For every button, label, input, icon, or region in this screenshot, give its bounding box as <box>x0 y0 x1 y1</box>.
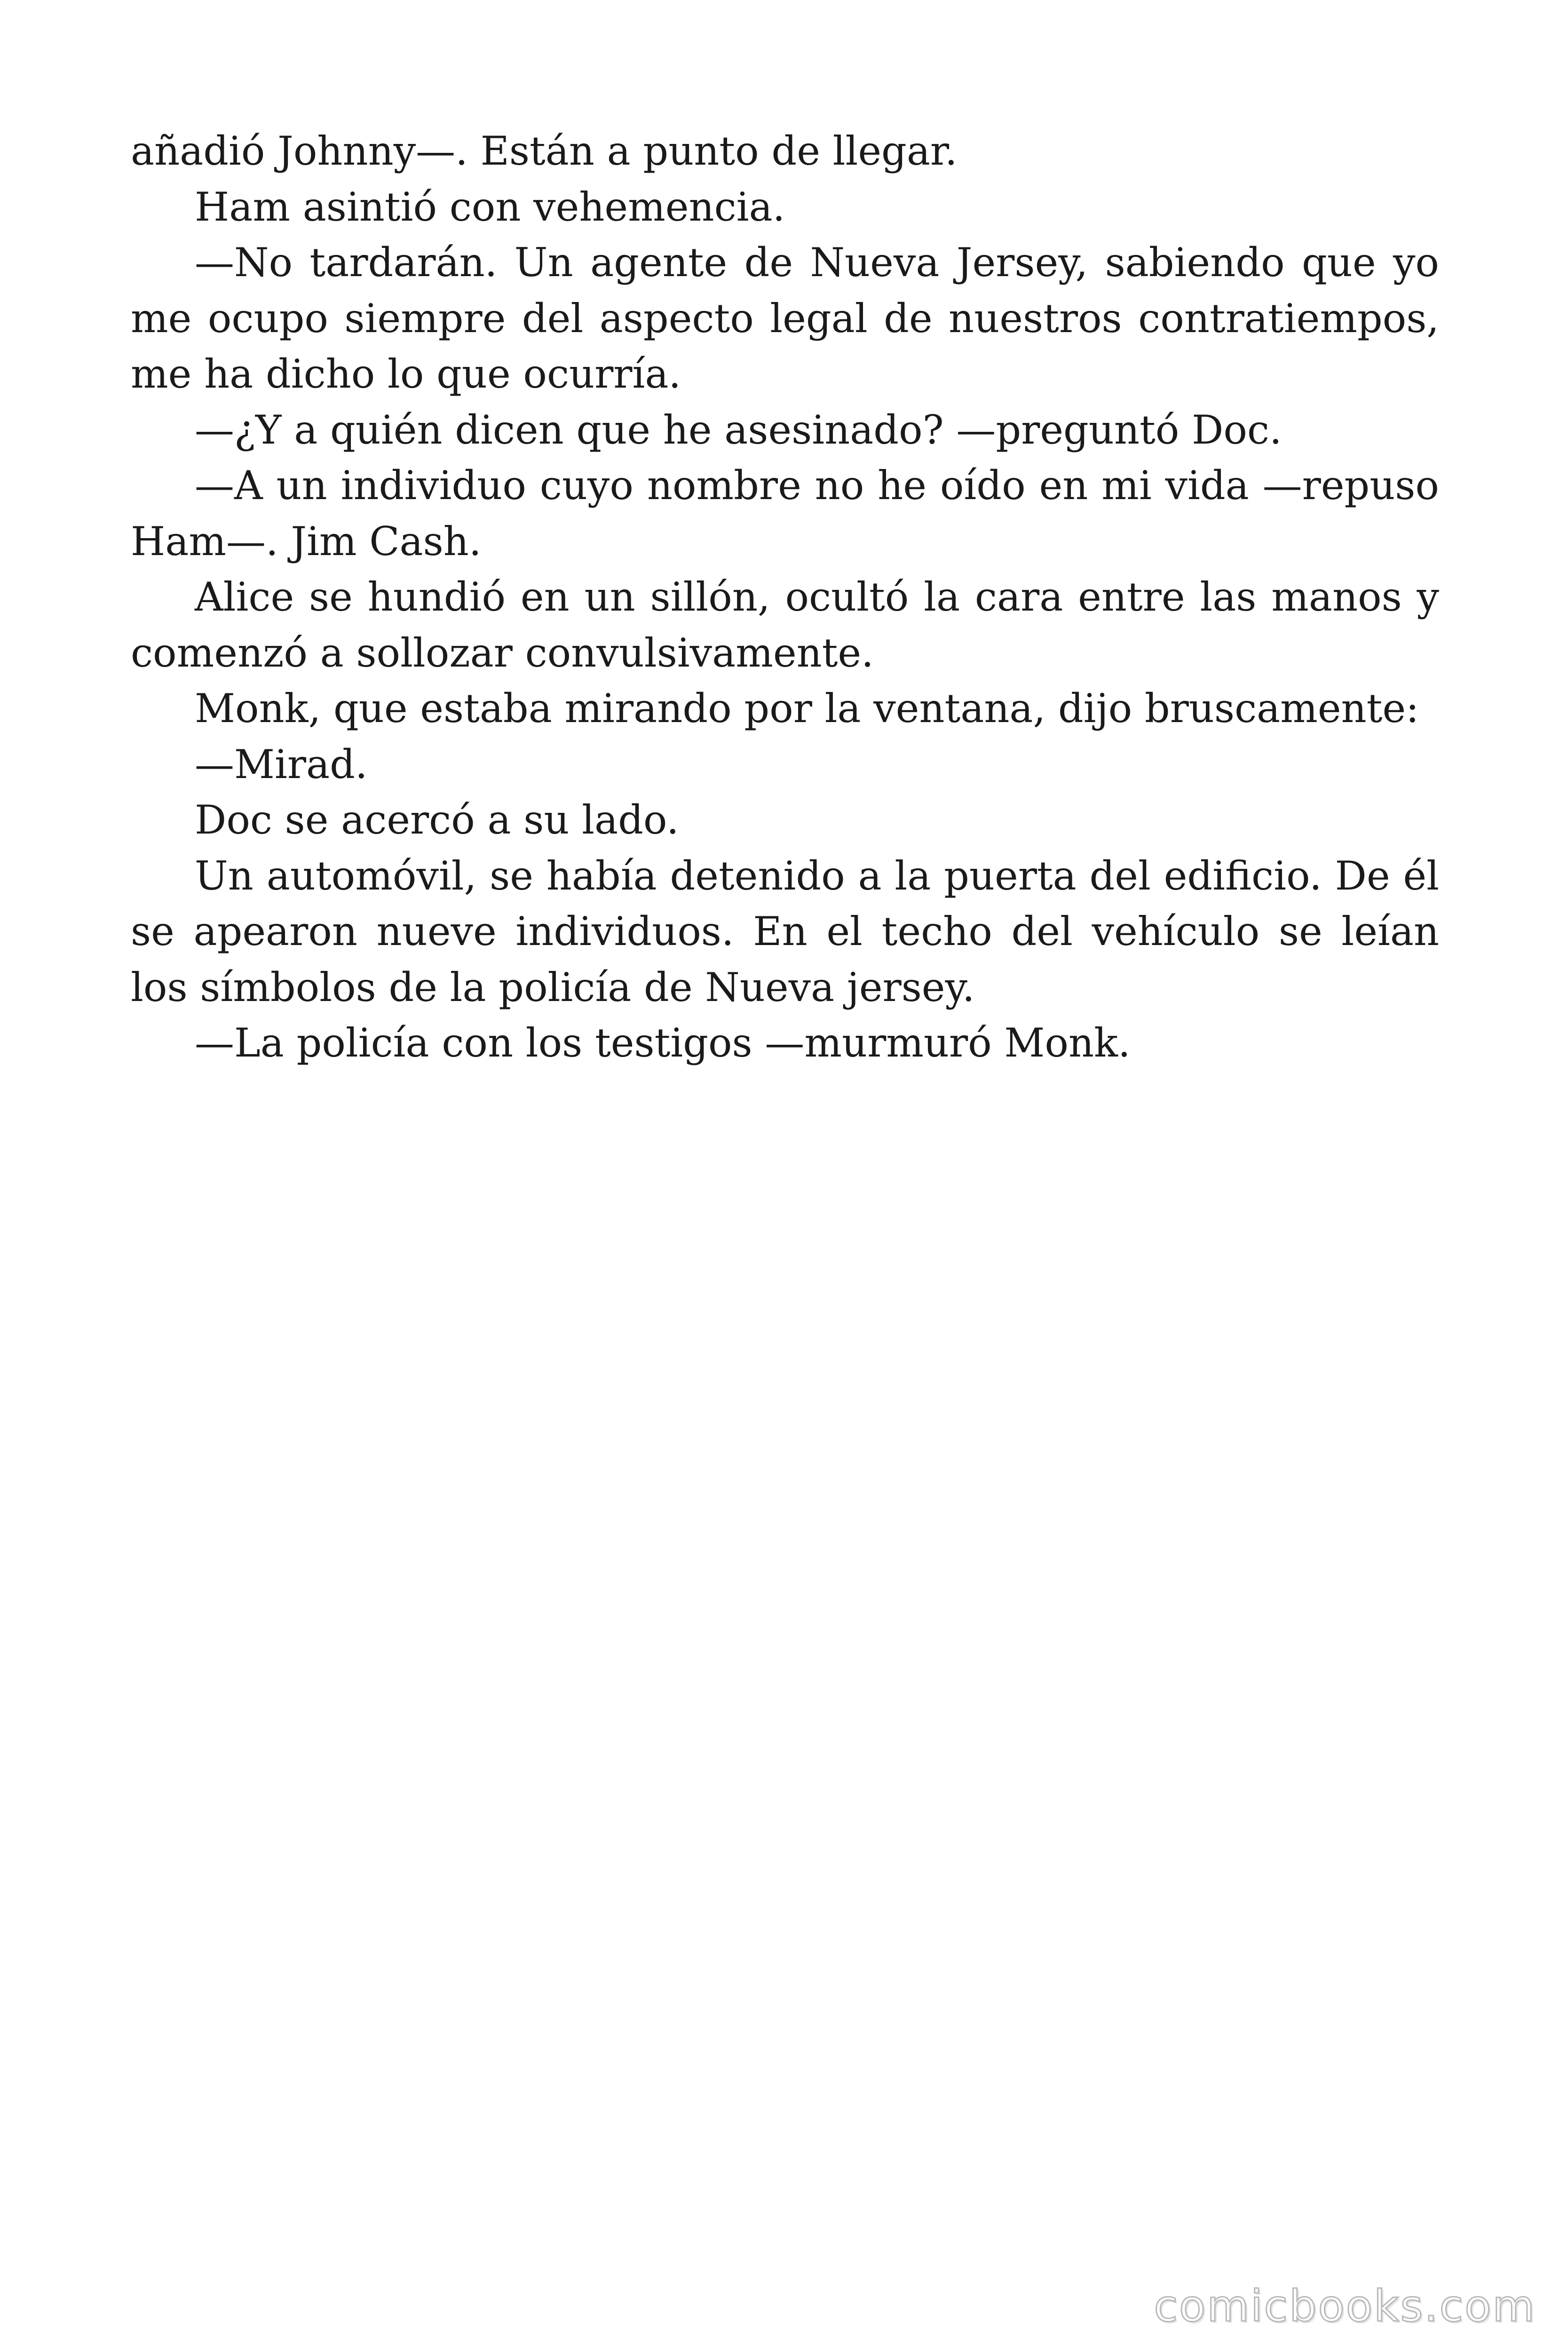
body-text <box>131 123 1439 1071</box>
paragraph-6: Alice se hundió en un sillón, ocultó la cara entre las manos y comenzó a sollozar convulsivamente. <box>131 574 1439 676</box>
paragraph-11: —La policía con los testigos —murmuró Monk. <box>195 1020 1131 1066</box>
paragraph-7: Monk, que estaba mirando por la ventana, dijo bruscamente: <box>195 685 1419 731</box>
paragraph-10: Un automóvil, se había detenido a la puerta del edificio. De él se apearon nueve individuos. En el techo del vehículo se leían los símbolos de la policía de Nueva jersey. <box>131 852 1439 1010</box>
paragraph-1: añadió Johnny—. Están a punto de llegar. <box>131 128 958 174</box>
paragraph-2: Ham asintió con vehemencia. <box>195 183 785 230</box>
paragraph-5: —A un individuo cuyo nombre no he oído en mi vida —repuso Ham—. Jim Cash. <box>131 462 1439 564</box>
paragraph-3: —No tardarán. Un agente de Nueva Jersey, sabiendo que yo me ocupo siempre del aspecto legal de nuestros contratiempos, me ha dicho lo que ocurría. <box>131 239 1439 397</box>
paragraph-9: Doc se acercó a su lado. <box>195 797 679 843</box>
watermark-logo: comicbooks.com <box>1154 2281 1536 2331</box>
paragraph-8: —Mirad. <box>195 741 368 787</box>
paragraph-4: —¿Y a quién dicen que he asesinado? —preguntó Doc. <box>195 406 1282 453</box>
